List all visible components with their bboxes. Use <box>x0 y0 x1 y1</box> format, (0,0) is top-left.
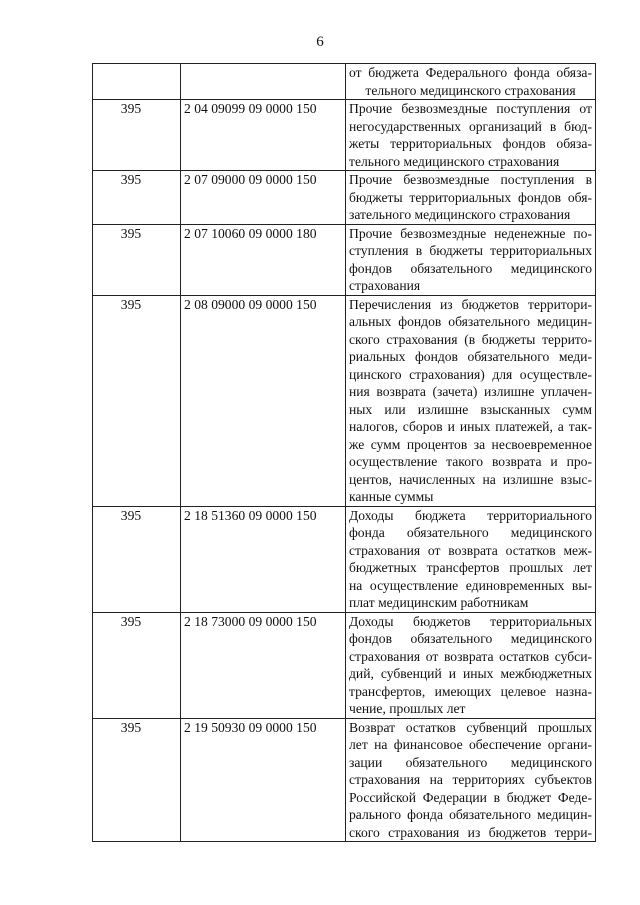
description-line: Перечисления из бюджетов территори- <box>349 296 592 312</box>
admin-code-cell: 395 <box>93 295 181 506</box>
table-row <box>93 612 596 718</box>
description-line: страхования от возврата остатков субси- <box>349 648 592 664</box>
budget-classification-code-cell: 2 04 09099 09 0000 150 <box>181 100 346 171</box>
description-line: фондов обязательного медицинского <box>349 631 592 646</box>
description-line: ступления в бюджеты территориальных <box>349 243 592 258</box>
description-cell <box>346 612 596 718</box>
description-line: зательного медицинского страхования <box>349 207 571 222</box>
description-line: бюджеты территориальных фондов обя- <box>349 189 592 205</box>
table-row <box>93 224 596 295</box>
description-line: ского страхования (в бюджеты террито- <box>349 331 592 347</box>
table-row <box>93 171 596 225</box>
description-line: Прочие безвозмездные неденежные по- <box>349 225 592 241</box>
admin-code-cell: 395 <box>93 506 181 612</box>
description-line: Доходы бюджетов территориальных <box>349 613 592 629</box>
description-line: центов, начисленных на излишне взыс- <box>349 471 592 487</box>
description-line: на осуществление единовременных вы- <box>349 577 592 593</box>
description-line: Прочие безвозмездные поступления в <box>349 172 592 187</box>
budget-classification-code-cell: 2 07 10060 09 0000 180 <box>181 224 346 295</box>
description-line: от бюджета Федерального фонда обяза- <box>349 65 592 80</box>
description-line: же сумм процентов за несвоевременное <box>349 436 592 452</box>
description-line: Прочие безвозмездные поступления от <box>349 101 592 116</box>
description-line: канные суммы <box>349 489 434 504</box>
description-cell <box>346 295 596 506</box>
budget-classification-code-cell: 2 08 09000 09 0000 150 <box>181 295 346 506</box>
description-line: зации обязательного медицинского <box>349 754 592 770</box>
table-row <box>93 295 596 506</box>
description-cell <box>346 64 596 100</box>
description-line: ского страхования из бюджетов терри- <box>349 824 592 840</box>
budget-classification-code-cell: 2 19 50930 09 0000 150 <box>181 718 346 842</box>
description-line: риальных фондов обязательного меди- <box>349 349 592 364</box>
description-line: страхования на территориях субъектов <box>349 772 592 787</box>
table-row <box>93 100 596 171</box>
table-row <box>93 506 596 612</box>
description-line: ных или излишне взысканных сумм <box>349 401 592 417</box>
budget-classification-code-cell: 2 07 09000 09 0000 150 <box>181 171 346 225</box>
budget-classification-code-cell <box>181 64 346 100</box>
description-line: Российской Федерации в бюджет Феде- <box>349 789 592 805</box>
description-line: страхования от возврата остатков меж- <box>349 542 592 558</box>
table-row <box>93 64 596 100</box>
description-line: тельного медицинского страхования <box>365 82 576 98</box>
description-line: трансфертов, имеющих целевое назна- <box>349 683 592 699</box>
description-cell <box>346 171 596 225</box>
budget-classification-code-cell: 2 18 73000 09 0000 150 <box>181 612 346 718</box>
description-line: рального фонда обязательного медицин- <box>349 807 592 822</box>
admin-code-cell: 395 <box>93 171 181 225</box>
description-cell <box>346 718 596 842</box>
description-line: лет на финансовое обеспечение органи- <box>349 737 592 752</box>
description-line: негосударственных организаций в бюд- <box>349 118 592 134</box>
admin-code-cell: 395 <box>93 718 181 842</box>
description-line: альных фондов обязательного медицин- <box>349 314 592 329</box>
description-line: фондов обязательного медицинского <box>349 260 592 276</box>
admin-code-cell: 395 <box>93 224 181 295</box>
table-row <box>93 718 596 842</box>
description-line: осуществление такого возврата и про- <box>349 454 592 469</box>
description-line: тельного медицинского страхования <box>349 153 560 169</box>
description-line: плат медицинским работникам <box>349 595 529 610</box>
description-line: фонда обязательного медицинского <box>349 525 592 540</box>
admin-code-cell: 395 <box>93 612 181 718</box>
description-line: страхования <box>349 278 421 293</box>
description-line: ния возврата (зачета) излишне уплачен- <box>349 384 592 399</box>
description-line: Доходы бюджета территориального <box>349 507 592 523</box>
description-line: чение, прошлых лет <box>349 701 466 716</box>
description-line: Возврат остатков субвенций прошлых <box>349 719 592 735</box>
description-cell <box>346 100 596 171</box>
description-line: цинского страхования) для осуществле- <box>349 366 592 382</box>
admin-code-cell <box>93 64 181 100</box>
description-cell <box>346 506 596 612</box>
description-line: дий, субвенций и иных межбюджетных <box>349 666 592 681</box>
admin-code-cell: 395 <box>93 100 181 171</box>
description-line: налогов, сборов и иных платежей, а так- <box>349 419 592 434</box>
description-line: бюджетных трансфертов прошлых лет <box>349 560 592 575</box>
budget-classification-code-cell: 2 18 51360 09 0000 150 <box>181 506 346 612</box>
table-body <box>93 64 596 842</box>
description-line: жеты территориальных фондов обяза- <box>349 136 592 151</box>
page-number: 6 <box>316 34 324 50</box>
description-cell <box>346 224 596 295</box>
budget-codes-table <box>92 63 596 842</box>
